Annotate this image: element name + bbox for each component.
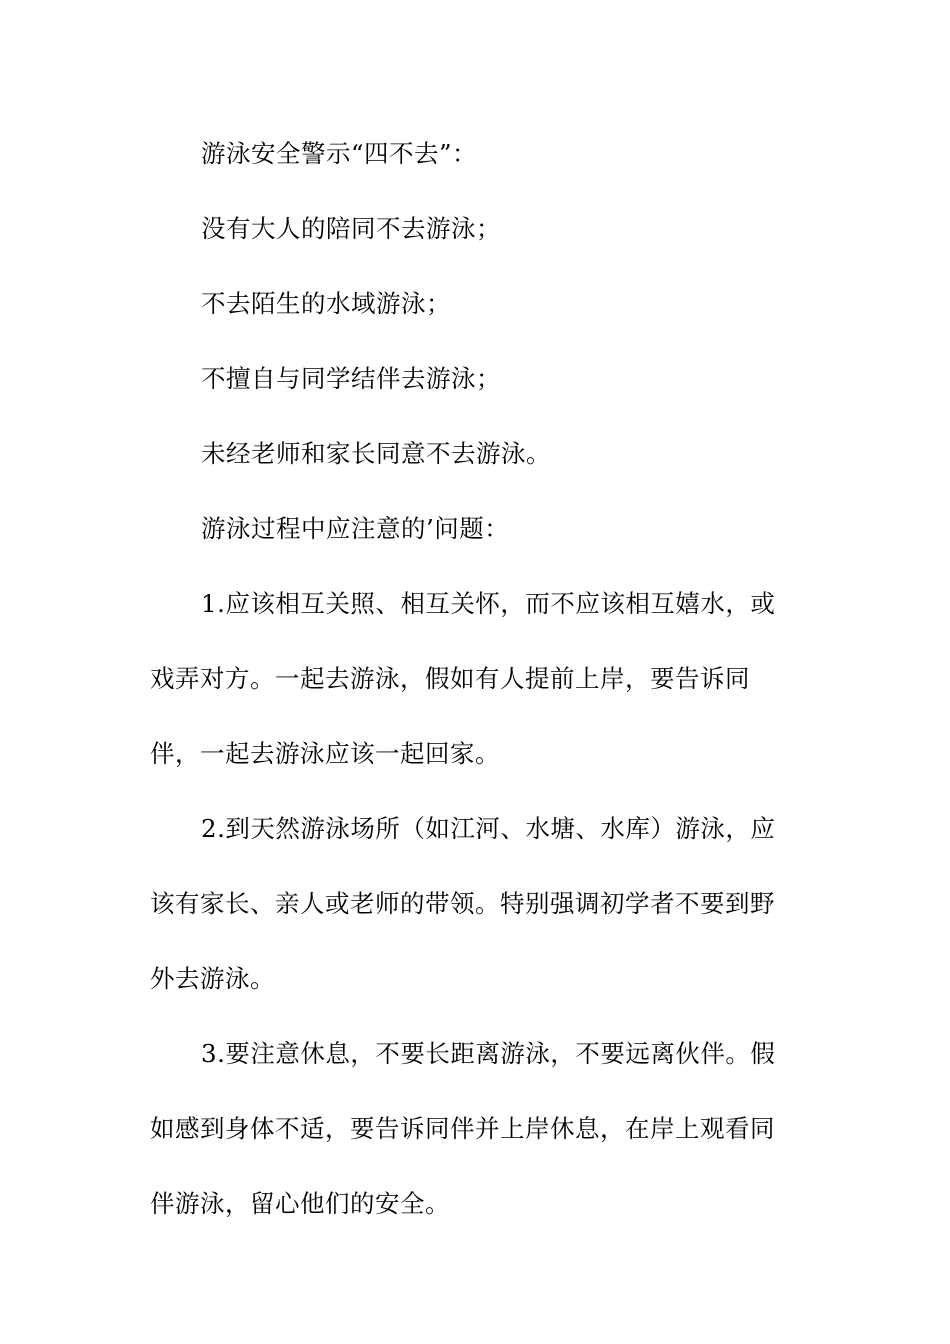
rule-item: 不去陌生的水域游泳； [201, 289, 451, 318]
rule-item: 不擅自与同学结伴去游泳； [201, 364, 501, 393]
section-heading-precautions: 游泳过程中应注意的’问题： [201, 514, 510, 543]
rule-item: 没有大人的陪同不去游泳； [201, 214, 501, 243]
numbered-paragraph: 3.要注意休息，不要长距离游泳，不要远离伙伴。假如感到身体不适，要告诉同伴并上岸休息，在岸上观看同伴游泳，留心他们的安全。 [150, 1039, 776, 1218]
rule-item: 未经老师和家长同意不去游泳。 [201, 439, 551, 468]
numbered-paragraph: 1.应该相互关照、相互关怀，而不应该相互嬉水，或戏弄对方。一起去游泳，假如有人提前上岸，要告诉同伴，一起去游泳应该一起回家。 [150, 589, 776, 768]
section-heading-four-dont-go: 游泳安全警示“四不去”： [201, 139, 478, 168]
numbered-paragraph: 2.到天然游泳场所（如江河、水塘、水库）游泳，应该有家长、亲人或老师的带领。特别强调初学者不要到野外去游泳。 [150, 814, 776, 993]
